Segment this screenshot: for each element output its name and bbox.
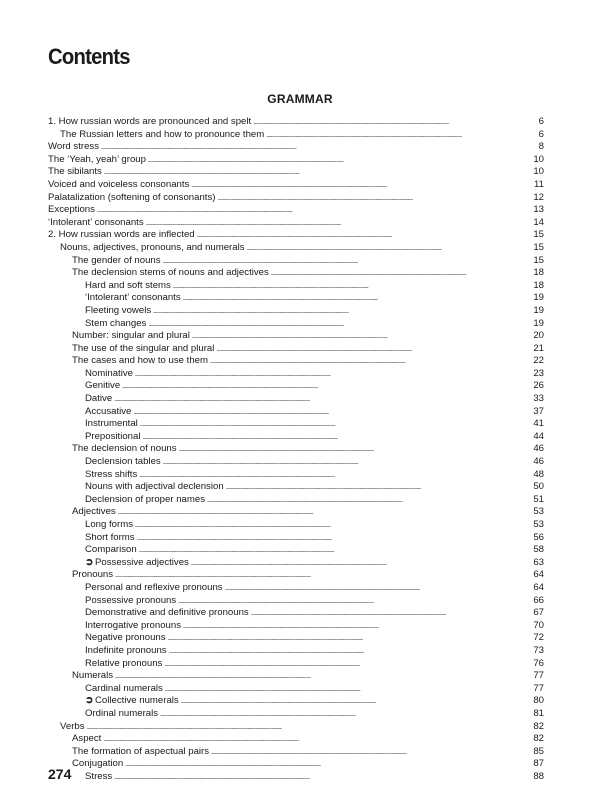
toc-entry-label: Declension of proper names <box>85 493 205 505</box>
toc-entry-label: Collective numerals <box>95 695 179 707</box>
dot-leader <box>191 557 531 570</box>
toc-page-number: 82 <box>533 720 544 732</box>
toc-entry[interactable] <box>48 129 544 142</box>
dot-leader <box>115 670 531 683</box>
toc-page-number: 8 <box>538 141 544 153</box>
dot-leader <box>135 368 531 381</box>
toc-entry[interactable] <box>48 229 544 242</box>
dot-leader <box>115 569 531 582</box>
dot-leader <box>168 632 532 645</box>
toc-entry-title <box>85 544 139 557</box>
toc-page-number: 22 <box>533 355 544 367</box>
toc-page-number: 23 <box>533 367 544 379</box>
dot-leader <box>135 519 531 532</box>
toc-entry-title <box>85 683 165 696</box>
toc-page-number: 37 <box>533 405 544 417</box>
dot-leader <box>148 154 531 167</box>
toc-page-number: 33 <box>533 393 544 405</box>
dot-leader <box>153 305 531 318</box>
toc-entry-label: ‘Intolerant’ consonants <box>85 292 181 304</box>
toc-entry[interactable] <box>48 607 544 620</box>
dot-leader <box>104 166 531 179</box>
toc-entry[interactable] <box>48 532 544 545</box>
dot-leader <box>165 683 531 696</box>
toc-page-number: 15 <box>533 229 544 241</box>
dot-leader <box>197 229 532 242</box>
dot-leader <box>173 280 531 293</box>
toc-entry-title <box>48 154 148 167</box>
toc-entry-label: Indefinite pronouns <box>85 644 167 656</box>
toc-page-number: 48 <box>533 468 544 480</box>
toc-page-number: 11 <box>534 178 544 190</box>
toc-entry[interactable] <box>48 658 544 671</box>
toc-entry[interactable] <box>48 721 544 734</box>
toc-page-number: 87 <box>533 758 544 770</box>
toc-entry-label: The cases and how to use them <box>72 355 208 367</box>
toc-entry[interactable] <box>48 179 544 192</box>
toc-entry-label: Personal and reflexive pronouns <box>85 581 223 593</box>
toc-entry[interactable] <box>48 141 544 154</box>
page-number-footer: 274 <box>48 766 72 782</box>
dot-leader <box>266 129 532 142</box>
dot-leader <box>160 708 531 721</box>
toc-page-number: 19 <box>533 317 544 329</box>
toc-page-number: 19 <box>533 304 544 316</box>
dot-leader <box>125 758 531 771</box>
dot-leader <box>137 532 532 545</box>
dot-leader <box>142 431 531 444</box>
toc-page-number: 85 <box>533 745 544 757</box>
toc-page-number: 26 <box>533 380 544 392</box>
toc-entry-label: Nouns with adjectival declension <box>85 481 224 493</box>
toc-page-number: 72 <box>533 632 544 644</box>
toc-entry-title <box>85 368 135 381</box>
dot-leader <box>191 179 532 192</box>
toc-entry[interactable] <box>48 557 544 570</box>
toc-entry-title <box>60 242 247 255</box>
toc-entry[interactable] <box>48 645 544 658</box>
toc-entry[interactable] <box>48 406 544 419</box>
toc-entry-label: Dative <box>85 393 113 405</box>
toc-entry[interactable] <box>48 318 544 331</box>
toc-entry-label: Accusative <box>85 405 132 417</box>
dot-leader <box>140 418 532 431</box>
toc-entry-label: Ordinal numerals <box>85 707 159 719</box>
toc-entry-title <box>85 645 169 658</box>
toc-page-number: 18 <box>533 279 544 291</box>
dot-leader <box>139 469 531 482</box>
toc-entry-title <box>85 708 160 721</box>
table-of-contents <box>48 116 544 783</box>
toc-entry-title <box>85 620 183 633</box>
toc-entry-label: Stress <box>85 770 113 782</box>
toc-page-number: 81 <box>533 707 544 719</box>
toc-entry-title <box>72 330 192 343</box>
toc-entry-title <box>72 758 125 771</box>
toc-entry-label: The use of the singular and plural <box>72 342 215 354</box>
toc-entry-label: Prepositional <box>85 430 141 442</box>
toc-entry-title <box>48 217 146 230</box>
toc-entry[interactable] <box>48 481 544 494</box>
toc-entry[interactable] <box>48 695 544 708</box>
dot-leader <box>148 318 531 331</box>
toc-entry-label: Demonstrative and definitive pronouns <box>85 607 249 619</box>
toc-entry-title <box>72 746 211 759</box>
toc-entry-title <box>72 569 115 582</box>
toc-page-number: 80 <box>533 695 544 707</box>
dot-leader <box>87 721 532 734</box>
toc-page-number: 15 <box>533 241 544 253</box>
toc-entry[interactable] <box>48 506 544 519</box>
toc-entry-title <box>85 557 191 570</box>
toc-entry[interactable] <box>48 544 544 557</box>
toc-entry-label: Adjectives <box>72 506 116 518</box>
toc-page-number: 44 <box>533 430 544 442</box>
toc-entry-title <box>85 658 164 671</box>
dot-leader <box>163 456 532 469</box>
toc-entry-label: Nominative <box>85 367 133 379</box>
page-title: Contents <box>48 44 130 69</box>
toc-page-number: 53 <box>533 519 544 530</box>
toc-entry[interactable] <box>48 267 544 280</box>
toc-entry-title <box>60 129 266 142</box>
toc-entry[interactable] <box>48 380 544 393</box>
toc-entry[interactable] <box>48 758 544 771</box>
toc-page-number: 19 <box>533 292 544 304</box>
dot-leader <box>179 443 532 456</box>
toc-entry-label: Hard and soft stems <box>85 279 171 291</box>
toc-entry-label: The ‘Yeah, yeah’ group <box>48 153 146 165</box>
toc-entry-label: Possessive pronouns <box>85 594 177 606</box>
toc-entry[interactable] <box>48 733 544 746</box>
toc-page-number: 53 <box>533 506 544 518</box>
toc-entry-title <box>85 469 139 482</box>
toc-page-number: 73 <box>533 644 544 656</box>
toc-entry-label: The Russian letters and how to pronounce them <box>60 128 265 140</box>
dot-leader <box>146 217 532 230</box>
toc-entry-title <box>72 733 103 746</box>
dot-leader <box>183 292 532 305</box>
toc-entry-label: Stem changes <box>85 317 147 329</box>
toc-entry-label: Verbs <box>60 720 85 732</box>
dot-leader <box>217 192 531 205</box>
toc-entry[interactable] <box>48 292 544 305</box>
toc-entry[interactable] <box>48 192 544 205</box>
toc-page-number: 12 <box>533 191 544 203</box>
toc-entry[interactable] <box>48 355 544 368</box>
toc-entry-title <box>85 532 137 545</box>
toc-entry[interactable] <box>48 771 544 784</box>
toc-entry-title <box>85 418 140 431</box>
toc-entry-label: The declension of nouns <box>72 443 177 455</box>
toc-entry[interactable] <box>48 683 544 696</box>
toc-entry[interactable] <box>48 343 544 356</box>
toc-page-number: 66 <box>533 594 544 606</box>
toc-entry[interactable] <box>48 418 544 431</box>
toc-page-number: 77 <box>533 682 544 694</box>
toc-entry-label: Pronouns <box>72 569 114 581</box>
dot-leader <box>114 771 531 784</box>
toc-page-number: 70 <box>533 619 544 631</box>
toc-entry-label: The declension stems of nouns and adjectives <box>72 267 269 279</box>
toc-page-number: 14 <box>533 216 544 228</box>
toc-entry[interactable] <box>48 431 544 444</box>
toc-page-number: 6 <box>538 116 544 127</box>
toc-entry-label: 1. How russian words are pronounced and spelt <box>48 116 252 127</box>
toc-entry[interactable] <box>48 305 544 318</box>
toc-entry-label: Nouns, adjectives, pronouns, and numerals <box>60 241 245 253</box>
toc-entry-label: Genitive <box>85 380 121 392</box>
toc-entry[interactable] <box>48 708 544 721</box>
toc-entry-title <box>48 179 191 192</box>
toc-entry[interactable] <box>48 456 544 469</box>
toc-entry-label: Number: singular and plural <box>72 330 190 342</box>
dot-leader <box>207 494 531 507</box>
toc-entry-title <box>72 267 271 280</box>
toc-entry-title <box>85 607 251 620</box>
toc-page-number: 10 <box>533 153 544 165</box>
section-heading: GRAMMAR <box>267 92 333 106</box>
toc-entry[interactable] <box>48 255 544 268</box>
toc-entry-label: Negative pronouns <box>85 632 166 644</box>
dot-leader <box>139 544 532 557</box>
toc-entry-title <box>72 255 163 268</box>
toc-entry[interactable] <box>48 116 544 129</box>
dot-leader <box>253 116 532 129</box>
dot-leader <box>101 141 532 154</box>
toc-entry-label: Cardinal numerals <box>85 682 163 694</box>
toc-entry-title <box>48 229 197 242</box>
dot-leader <box>164 658 531 671</box>
toc-entry-title <box>85 431 142 444</box>
toc-entry[interactable] <box>48 469 544 482</box>
toc-entry[interactable] <box>48 368 544 381</box>
toc-page-number: 10 <box>533 166 544 178</box>
toc-entry-label: Stress shifts <box>85 468 138 480</box>
toc-entry-title <box>48 204 97 217</box>
toc-entry[interactable] <box>48 595 544 608</box>
toc-entry-title <box>85 380 122 393</box>
dot-leader <box>211 746 531 759</box>
toc-page-number: 41 <box>533 418 544 430</box>
toc-page-number: 67 <box>533 607 544 619</box>
toc-entry-label: Comparison <box>85 544 137 556</box>
toc-entry-title <box>85 456 163 469</box>
toc-entry-title <box>48 116 253 129</box>
toc-entry-label: Conjugation <box>72 758 124 770</box>
toc-entry-title <box>85 292 183 305</box>
dot-leader <box>169 645 532 658</box>
toc-entry-label: Word stress <box>48 141 99 153</box>
toc-entry[interactable] <box>48 494 544 507</box>
toc-entry-label: Short forms <box>85 531 135 543</box>
toc-entry[interactable] <box>48 443 544 456</box>
toc-entry-title <box>60 721 87 734</box>
toc-entry[interactable] <box>48 242 544 255</box>
toc-entry-title <box>85 406 133 419</box>
dot-leader <box>103 733 531 746</box>
toc-entry-label: Palatalization (softening of consonants) <box>48 191 216 203</box>
dot-leader <box>225 582 532 595</box>
dot-leader <box>226 481 532 494</box>
toc-page-number: 21 <box>533 342 544 354</box>
toc-entry-title <box>48 166 104 179</box>
toc-entry-title <box>85 582 225 595</box>
toc-page-number: 20 <box>533 330 544 342</box>
toc-page-number: 46 <box>533 443 544 455</box>
toc-page-number: 64 <box>533 569 544 581</box>
dot-leader <box>210 355 531 368</box>
toc-page-number: 6 <box>538 128 544 140</box>
dot-leader <box>118 506 532 519</box>
dot-leader <box>97 204 531 217</box>
toc-page-number: 63 <box>533 556 544 568</box>
toc-entry-title <box>85 494 207 507</box>
dot-leader <box>181 695 532 708</box>
dot-leader <box>183 620 531 633</box>
toc-entry-label: The gender of nouns <box>72 254 161 266</box>
toc-entry-label: ‘Intolerant’ consonants <box>48 216 144 228</box>
toc-entry-label: Voiced and voiceless consonants <box>48 178 190 190</box>
toc-entry[interactable] <box>48 746 544 759</box>
toc-entry-label: Aspect <box>72 733 102 745</box>
toc-entry-title <box>72 670 115 683</box>
arrow-right-circle-icon: ➲ <box>85 556 94 568</box>
dot-leader <box>114 393 531 406</box>
toc-entry-title <box>85 695 181 708</box>
toc-entry[interactable] <box>48 519 544 532</box>
dot-leader <box>163 255 532 268</box>
toc-entry-label: The sibilants <box>48 166 102 178</box>
toc-page-number: 58 <box>533 544 544 556</box>
toc-page-number: 51 <box>533 493 544 505</box>
toc-page-number: 46 <box>533 456 544 468</box>
toc-entry-label: Exceptions <box>48 204 95 216</box>
toc-entry[interactable] <box>48 166 544 179</box>
dot-leader <box>251 607 532 620</box>
toc-entry-title <box>48 141 101 154</box>
dot-leader <box>271 267 532 280</box>
toc-entry-label: Long forms <box>85 519 133 530</box>
toc-entry[interactable] <box>48 569 544 582</box>
toc-entry[interactable] <box>48 280 544 293</box>
toc-entry-title <box>48 192 217 205</box>
toc-entry-title <box>85 393 114 406</box>
dot-leader <box>247 242 532 255</box>
toc-entry[interactable] <box>48 670 544 683</box>
toc-page-number: 77 <box>533 670 544 682</box>
toc-entry-title <box>85 519 135 532</box>
toc-page-number: 50 <box>533 481 544 493</box>
toc-page-number: 56 <box>533 531 544 543</box>
toc-page-number: 76 <box>533 657 544 669</box>
toc-entry-title <box>72 443 179 456</box>
toc-entry-title <box>72 355 210 368</box>
dot-leader <box>216 343 531 356</box>
toc-entry[interactable] <box>48 393 544 406</box>
dot-leader <box>178 595 531 608</box>
toc-entry-label: Interrogative pronouns <box>85 619 181 631</box>
toc-entry-title <box>85 771 114 784</box>
toc-entry[interactable] <box>48 582 544 595</box>
toc-entry-label: Fleeting vowels <box>85 304 152 316</box>
dot-leader <box>192 330 531 343</box>
toc-entry[interactable] <box>48 204 544 217</box>
dot-leader <box>122 380 531 393</box>
toc-entry-title <box>85 481 226 494</box>
arrow-right-circle-icon: ➲ <box>85 695 94 707</box>
toc-page-number: 64 <box>533 581 544 593</box>
toc-entry-label: Declension tables <box>85 456 161 468</box>
toc-page-number: 82 <box>533 733 544 745</box>
toc-entry[interactable] <box>48 154 544 167</box>
toc-entry[interactable] <box>48 330 544 343</box>
toc-entry-label: Numerals <box>72 670 114 682</box>
toc-page-number: 13 <box>533 204 544 216</box>
toc-entry-label: The formation of aspectual pairs <box>72 745 210 757</box>
toc-entry-title <box>85 280 173 293</box>
toc-entry-label: Instrumental <box>85 418 138 430</box>
toc-entry-title <box>85 305 153 318</box>
toc-page-number: 88 <box>533 770 544 782</box>
toc-entry[interactable] <box>48 620 544 633</box>
toc-entry[interactable] <box>48 217 544 230</box>
toc-entry-label: 2. How russian words are inflected <box>48 229 195 241</box>
toc-page-number: 15 <box>533 254 544 266</box>
toc-entry[interactable] <box>48 632 544 645</box>
toc-page-number: 18 <box>533 267 544 279</box>
toc-entry-title <box>85 318 148 331</box>
toc-entry-label: Relative pronouns <box>85 657 163 669</box>
toc-entry-title <box>72 343 216 356</box>
toc-entry-title <box>85 632 168 645</box>
dot-leader <box>133 406 531 419</box>
toc-entry-title <box>85 595 178 608</box>
toc-entry-title <box>72 506 118 519</box>
toc-entry-label: Possessive adjectives <box>95 556 189 568</box>
